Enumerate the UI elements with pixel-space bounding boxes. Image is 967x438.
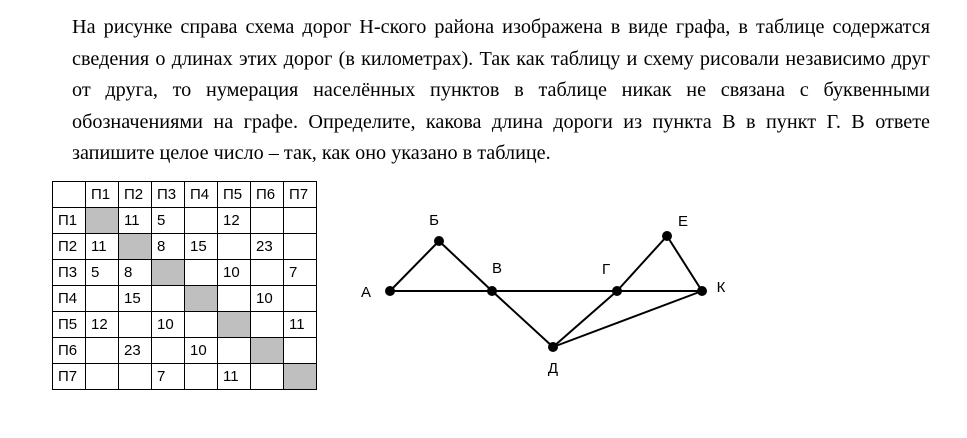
distance-cell: 7 xyxy=(284,260,317,286)
distance-cell: 8 xyxy=(152,234,185,260)
distance-cell xyxy=(251,208,284,234)
row-header: П1 xyxy=(53,208,86,234)
diagonal-cell xyxy=(284,364,317,390)
distance-cell xyxy=(152,338,185,364)
table-row xyxy=(53,208,317,234)
distance-cell xyxy=(251,364,284,390)
vertex-D xyxy=(548,342,558,352)
edge-V-D xyxy=(492,291,553,347)
edge-A-B xyxy=(390,241,439,291)
distance-cell: 5 xyxy=(152,208,185,234)
distance-cell xyxy=(185,260,218,286)
table-row xyxy=(53,338,317,364)
edge-B-V xyxy=(439,241,492,291)
distance-cell xyxy=(185,364,218,390)
distance-cell: 10 xyxy=(185,338,218,364)
column-header: П4 xyxy=(185,182,218,208)
table-row xyxy=(53,364,317,390)
diagonal-cell xyxy=(251,338,284,364)
diagonal-cell xyxy=(152,260,185,286)
distance-cell xyxy=(185,208,218,234)
distance-cell xyxy=(284,234,317,260)
distance-cell: 11 xyxy=(284,312,317,338)
distance-cell xyxy=(251,260,284,286)
distance-cell xyxy=(119,364,152,390)
row-header: П6 xyxy=(53,338,86,364)
distance-table xyxy=(52,181,317,390)
distance-cell: 12 xyxy=(218,208,251,234)
vertex-G xyxy=(612,286,622,296)
distance-cell: 15 xyxy=(185,234,218,260)
column-header: П1 xyxy=(86,182,119,208)
distance-cell: 5 xyxy=(86,260,119,286)
vertex-label: Г xyxy=(601,261,611,278)
distance-cell: 11 xyxy=(119,208,152,234)
edge-E-K xyxy=(667,236,702,291)
diagonal-cell xyxy=(185,286,218,312)
table-header-row xyxy=(53,182,317,208)
distance-cell xyxy=(86,364,119,390)
diagonal-cell xyxy=(119,234,152,260)
column-header: П2 xyxy=(119,182,152,208)
vertex-A xyxy=(385,286,395,296)
distance-cell xyxy=(218,234,251,260)
row-header: П2 xyxy=(53,234,86,260)
diagonal-cell xyxy=(86,208,119,234)
column-header: П5 xyxy=(218,182,251,208)
vertex-V xyxy=(487,286,497,296)
distance-cell: 10 xyxy=(152,312,185,338)
distance-cell: 23 xyxy=(251,234,284,260)
road-graph xyxy=(355,195,745,380)
table-row xyxy=(53,312,317,338)
row-header: П3 xyxy=(53,260,86,286)
vertex-label: Д xyxy=(547,360,559,377)
distance-cell: 7 xyxy=(152,364,185,390)
row-header: П7 xyxy=(53,364,86,390)
vertex-label: Е xyxy=(677,213,689,230)
edge-G-E xyxy=(617,236,667,291)
table-row xyxy=(53,234,317,260)
distance-cell xyxy=(284,338,317,364)
distance-cell xyxy=(284,208,317,234)
distance-cell: 10 xyxy=(218,260,251,286)
distance-cell: 11 xyxy=(218,364,251,390)
distance-cell: 11 xyxy=(86,234,119,260)
distance-cell xyxy=(119,312,152,338)
diagonal-cell xyxy=(218,312,251,338)
column-header: П7 xyxy=(284,182,317,208)
table-row xyxy=(53,260,317,286)
distance-cell xyxy=(185,312,218,338)
row-header: П4 xyxy=(53,286,86,312)
vertex-B xyxy=(434,236,444,246)
vertex-E xyxy=(662,231,672,241)
distance-cell xyxy=(284,286,317,312)
vertex-label: Б xyxy=(429,212,439,229)
vertex-label: В xyxy=(491,260,503,277)
distance-cell xyxy=(152,286,185,312)
row-header: П5 xyxy=(53,312,86,338)
column-header: П6 xyxy=(251,182,284,208)
distance-cell: 23 xyxy=(119,338,152,364)
distance-cell xyxy=(86,286,119,312)
edge-D-K xyxy=(553,291,702,347)
vertex-label: К xyxy=(716,279,726,296)
distance-cell: 8 xyxy=(119,260,152,286)
distance-cell: 15 xyxy=(119,286,152,312)
distance-cell xyxy=(251,312,284,338)
table-row xyxy=(53,286,317,312)
vertex-label: А xyxy=(360,284,372,301)
distance-cell: 10 xyxy=(251,286,284,312)
task-text: На рисунке справа схема дорог Н-ского района изображена в виде графа, в таблице содержатся сведения о длинах этих дорог (в километрах). Так как таблицу и схему рисовали независимо друг от друга, то нумерация населённых пунктов в таблице никак не связана с буквенными обозначениями на графе. Определите, какова длина дороги из пункта В в пункт Г. В ответе запишите целое число – так, как оно указано в таблице. xyxy=(72,16,930,164)
distance-cell: 12 xyxy=(86,312,119,338)
distance-cell xyxy=(218,286,251,312)
distance-cell xyxy=(86,338,119,364)
edge-D-G xyxy=(553,291,617,347)
distance-cell xyxy=(218,338,251,364)
column-header: П3 xyxy=(152,182,185,208)
vertex-K xyxy=(697,286,707,296)
table-corner-cell xyxy=(53,182,86,208)
